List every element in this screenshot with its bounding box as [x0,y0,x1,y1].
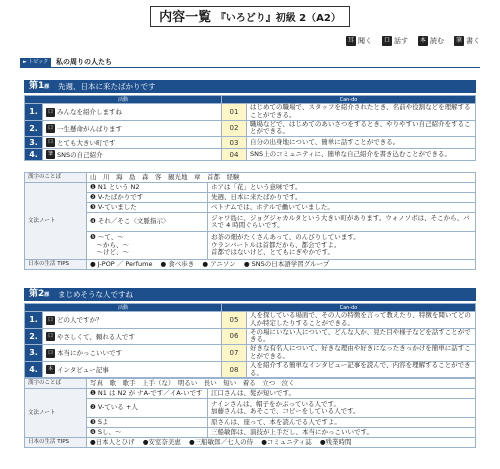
grammar-example: 原さんは、座って、本を読んでる人ですよ。 [208,418,476,428]
cando-badge: 07 [222,345,247,362]
cando-description: その場にいない人について、どんな人か、見た目や様子などを話すことができる。 [247,328,476,345]
grammar-pattern: ❸ V-ていました [87,203,208,213]
tips-label: 日本の生活 TIPS [25,260,87,270]
cando-description: 自分の出身地について、簡単に話すことができる。 [247,137,476,149]
skill-label: 話す [394,37,408,45]
lesson-ka: 課 [44,292,50,298]
speak-icon: 口 [47,333,53,340]
kanji-label: 漢字のことば [25,379,87,389]
title-subtitle: 『いろどり』初級 2（A2） [215,13,341,24]
header-cando: Can-do [222,304,476,312]
lesson-2-cando-table [24,303,476,378]
table-row [25,104,476,121]
cando-description: 人を紹介する簡単なインタビュー記事を読んで、内容を理解することができる。 [247,361,476,378]
tips-list [87,260,476,270]
grammar-example: ベトナムでは、ホテルで働いていました。 [208,203,476,213]
tips-list [87,438,476,448]
read-icon: 本 [419,37,426,44]
topic-tag-label: トピック [28,59,49,65]
topic-title: 私の周りの人たち [56,58,112,66]
cando-badge: 03 [222,137,247,149]
cando-description: はじめての職場で、スタッフを紹介されたとき、名前や役割などを理解することができる。 [247,104,476,121]
cando-description: 好きな有名人について、好きな理由や好きになったきっかけを簡単に話すことができる。 [247,345,476,362]
grammar-pattern: ❸ Sよ [87,418,208,428]
grammar-pattern: ❷ V-たばかりです [87,193,208,203]
cando-badge: 06 [222,328,247,345]
kanji-words: 山 川 海 島 森 客 観光地 章 首都 経験 [87,173,476,183]
row-number: 2. [25,328,43,345]
page-title [150,6,350,27]
header-activity: 活動 [25,96,222,104]
lesson-1-cando-table [24,95,476,161]
lesson-2-grammar-table [24,378,476,448]
cando-badge: 01 [222,104,247,121]
write-icon: 筆 [455,37,462,44]
grammar-example: 江口さんは、髪が短いです。 [208,389,476,399]
row-number: 3. [25,345,43,362]
grammar-label: 文法ノート [25,389,87,438]
skill-label: 聞く [358,37,372,45]
activity-title: 一生懸命がんばります [57,124,122,133]
row-number: 2. [25,120,43,137]
row-number: 1. [25,104,43,121]
speak-icon: 口 [383,37,390,44]
header-activity: 活動 [25,304,222,312]
lesson-2-bar [24,288,476,301]
tip-item: ●残業時間 [319,437,352,446]
activity-title: 本当にかっこいいです [57,349,122,358]
skill-read [418,36,444,46]
grammar-example: お茶の畑がたくさんあって、のんびりしています。 ウランバートルは首都だから、都会ですよ。 首都ではないけど、とてもにぎやかです。 [208,232,476,260]
speak-icon: 口 [47,316,53,323]
lesson-number: 第2課 [29,289,50,299]
cando-badge: 08 [222,361,247,378]
cando-badge: 02 [222,120,247,137]
tip-item: ●コミュニティ誌 [261,437,312,446]
grammar-example: ナインさんは、帽子をかぶっている人です。 加藤さんは、あそこで、コピーをしている人です。 [208,399,476,418]
table-row [25,328,476,345]
lesson-title: 先週、日本に来たばかりです [58,82,156,91]
speak-icon: 口 [47,125,53,132]
skill-speak [382,36,408,46]
activity-title: とても大きい町です [57,138,116,147]
skill-label: 書く [466,37,480,45]
grammar-example: 三船敏郎は、演技が上手だし、本当にかっこいいです。 [208,428,476,438]
activity-title: どの人ですか？ [57,316,103,325]
tip-item: ● アニソン [202,259,236,268]
skill-listen [346,36,372,46]
skill-label: 読む [430,37,444,45]
grammar-example: 先週、日本に来たばかりです。 [208,193,476,203]
table-row [25,120,476,137]
kanji-label: 漢字のことば [25,173,87,183]
grammar-pattern: ❹ それ／そこ〈文脈指示〉 [87,213,208,232]
lesson-num-value: 1 [38,81,45,91]
grammar-pattern: ❶ N1 は N2 が ナA-です／イA-いです [87,389,208,399]
speak-icon: 口 [47,108,53,115]
speak-icon: 口 [47,349,53,356]
lesson-1-bar [24,80,476,93]
title-main: 内容一覧 [159,10,212,25]
lesson-num-value: 2 [38,289,45,299]
skill-write [454,36,480,46]
row-number: 4. [25,361,43,378]
cando-description: 職場などで、はじめてのあいさつをするとき、やりやすい自己紹介をすることができる。 [247,120,476,137]
topic-tag: ► トピック [20,58,51,67]
tips-label: 日本の生活 TIPS [25,438,87,448]
lesson-1-grammar-table [24,172,476,270]
table-row [25,137,476,149]
row-number: 1. [25,312,43,329]
grammar-pattern: ❺ ～て、～ ～から、～ ～けど、～ [87,232,208,260]
tip-item: ● J-POP ／ Perfume [90,259,153,268]
grammar-example: ジャワ島に、ジョグジャカルタという大きい町があります。ウォノソボは、そこから、バスで 4 時間ぐらいです。 [208,213,476,232]
read-icon: 本 [47,366,53,373]
skill-legend [346,36,480,46]
tip-item: ●三船敏郎／七人の侍 [189,437,254,446]
tip-item: ●安室奈美恵 [142,437,181,446]
speak-icon: 口 [47,139,53,146]
activity-title: インタビュー記事 [57,365,109,374]
kanji-words: 写真 歌 歌手 上手（な） 明るい 長い 短い 着る 立つ 泣く [87,379,476,389]
tip-item: ● 食べ歩き [160,259,195,268]
cando-description: SNS上のコミュニティに、簡単な自己紹介を書き込むことができる。 [247,149,476,161]
grammar-example: ホアは「花」という意味です。 [208,183,476,193]
activity-title: みんなを紹介しますね [57,108,122,117]
row-number: 3. [25,137,43,149]
grammar-pattern: ❶ N1 という N2 [87,183,208,193]
lesson-title: まじめそうな人ですね [58,290,133,299]
cando-badge: 04 [222,149,247,161]
lesson-ka: 課 [44,84,50,90]
grammar-pattern: ❷ V-ている +人 [87,399,208,418]
tip-item: ● SNSの日本語学習グループ [243,259,330,268]
table-row [25,361,476,378]
grammar-pattern: ❹ Sし、～ [87,428,208,438]
tip-item: ●日本人とひげ [90,437,135,446]
activity-title: SNSの自己紹介 [57,150,103,159]
header-cando: Can-do [222,96,476,104]
write-icon: 筆 [47,151,53,158]
lesson-number: 第1課 [29,81,50,91]
row-number: 4. [25,149,43,161]
table-row [25,312,476,329]
listen-icon: 耳 [347,37,354,44]
grammar-label: 文法ノート [25,183,87,260]
cando-description: 人を探している場面で、その人の特徴を言って教えたり、特徴を聞いてどの人か特定したりすることができる。 [247,312,476,329]
table-row [25,345,476,362]
table-row [25,149,476,161]
activity-title: やさしくて、頼れる人です [57,332,135,341]
topic-bar [20,58,480,68]
cando-badge: 05 [222,312,247,329]
